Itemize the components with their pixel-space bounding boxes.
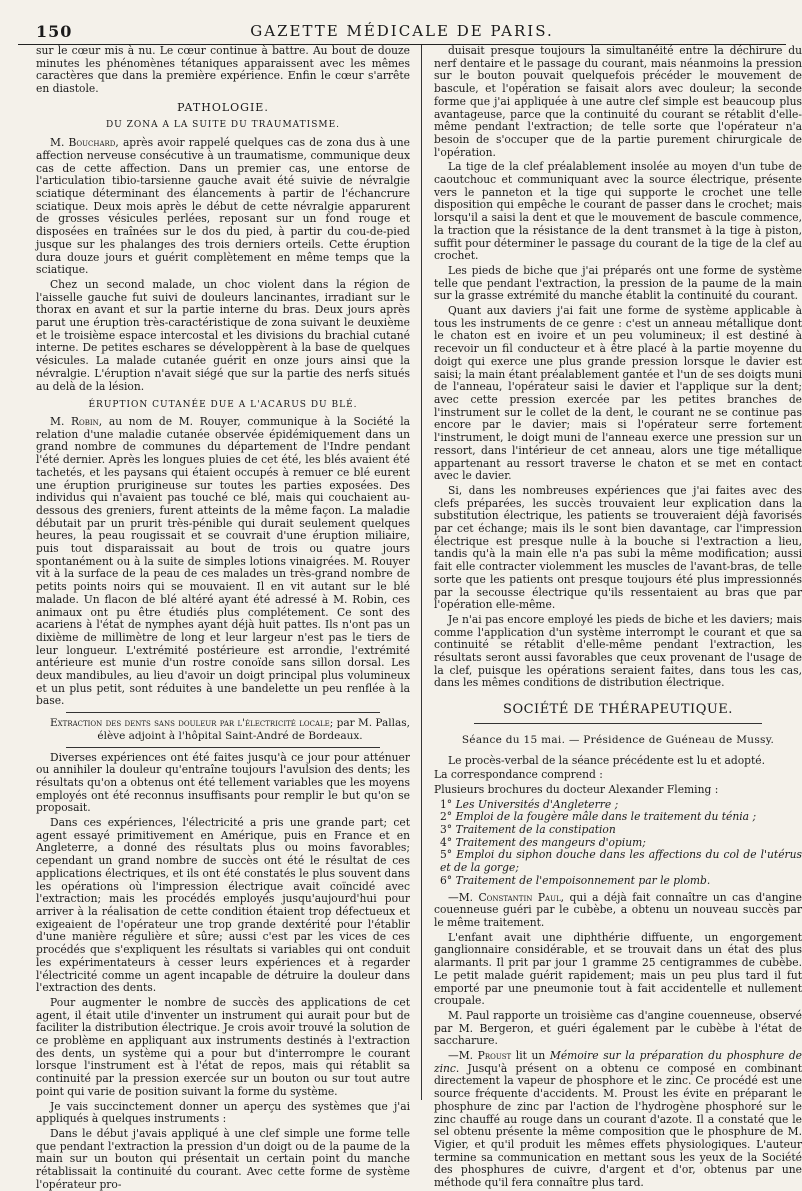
brochure-list: [440, 799, 802, 888]
paragraph-text: lit un: [515, 1049, 546, 1063]
paragraph: Pour augmenter le nombre de succès des applications de cet agent, il était utile d'inventer un instrument qui aurait pour but de faciliter la distribution électrique. Je crois avoir trouvé la solution de ce problème en appliquant aux instruments destinés à l'extraction des dents, un système qui a pour but d'interrompre le courant lorsque l'instrument est à l'état de repos, mais qui rétablit sa continuité par la pression exercée sur un bouton ou sur tout autre point qui varie de position suivant la forme du système.: [36, 995, 410, 1098]
paragraph: sur le cœur mis à nu. Le cœur continue à battre. Au bout de douze minutes les phénomènes tétaniques apparaissent avec les mêmes caractères que dans la première expérience. Enfin le cœur s'arrête en diastole.: [36, 44, 410, 96]
journal-title: GAZETTE MÉDICALE DE PARIS.: [250, 22, 554, 40]
paragraph: La tige de la clef préalablement insolée au moyen d'un tube de caoutchouc et communiquant avec la source électrique, présente vers le panneton et la tige qui supporte le crochet une telle disposition qui empêche le courant de passer dans le crochet; mais lorsqu'il a saisi la dent et que le mouvement de bascule commence, la traction que la résistance de la dent transmet à la tige à piston, suffit pour déterminer le passage du courant de la tige de la clef au crochet.: [434, 160, 802, 263]
section-title-pathologie: PATHOLOGIE.: [177, 100, 269, 114]
heading-author: ; par M. Pallas,: [329, 717, 410, 730]
author-name: —M. Constantin Paul,: [448, 890, 565, 904]
paragraph: M. Paul rapporte un troisième cas d'angine couenneuse, observé par M. Bergeron, et guéri également par le cubèbe à l'état de saccharure.: [434, 1008, 802, 1048]
paragraph-text: au nom de M. Rouyer, communique à la Société la relation d'une maladie cutanée observée épidémiquement dans un grand nombre de communes du département de l'Indre pendant l'été dernier. Après les longues pluies de cet été, les blés avaient été tachetés, et les paysans qui étaient occupés à remuer ce blé eurent une éruption prurigineuse sur toutes les parties exposées. Des individus qui n'avaient pas touché ce blé, mais qui couchaient au-dessous des greniers, furent atteints de la même façon. La maladie débutait par un prurit très-pénible qui durait seulement quelques heures, la peau rougissait et se couvrait d'une éruption miliaire, puis tout disparaissait au bout de trois ou quatre jours spontanément ou à la suite de simples lotions vinaigrées. M. Rouyer vit à la surface de la peau de ces malades un très-grand nombre de petits points noirs qui se mouvaient. Il en vit autant sur le blé malade. Un flacon de blé altéré ayant été adressé à M. Robin, ces animaux ont pu être étudiés plus complétement. Ce sont des acariens à l'état de nymphes ayant déjà huit pattes. Ils n'ont pas un dixième de millimètre de long et leur largeur n'est pas le tiers de leur longueur. L'extrémité postérieure est arrondie, l'extrémité antérieure est munie d'un rostre conoïde sans sillon dorsal. Les deux mandibules, au lieu d'avoir un doigt principal plus volumineux et un plus petit, sont réduites à une bandelette un peu renflée à la base.: [36, 414, 410, 708]
list-text: Traitement des mangeurs d'opium;: [455, 835, 646, 849]
paragraph: Dans ces expériences, l'électricité a pris une grande part; cet agent essayé primitivement en Amérique, puis en France et en Angleterre, a donné des résultats plus ou moins favorables; cependant un grand nombre de succès ont été le résultat de ces applications électriques, et ils ont été constatés le plus souvent dans les opérations où l'impression électrique avait coïncidé avec l'extraction; mais les procédés employés jusqu'aujourd'hui pour arriver à la réalisation de cette condition étaient trop défectueux et exigeaient de l'opérateur une trop grande dextérité pour l'établir d'une manière régulière et sûre; aussi c'est par les vices de ces procédés que s'expliquent les résultats si variables qui ont conduit les expérimentateurs à cesser leurs expériences et à regarder l'électricité comme un agent incapable de détruire la douleur dans l'extraction des dents.: [36, 816, 410, 995]
divider: [474, 723, 762, 724]
memoir-title: Mémoire sur la préparation du phosphure de zinc.: [434, 1049, 802, 1075]
columns: [18, 44, 802, 1191]
paragraph: Plusieurs brochures du docteur Alexander Fleming :: [434, 782, 719, 796]
paragraph: Quant aux daviers j'ai fait une forme de système applicable à tous les instruments de ce genre : c'est un anneau métallique dont le chaton est en ivoire et un peu volumineux; il est destiné à recevoir un fil conducteur et à être placé à la partie moyenne du doigt qui exerce une plus grande pression lorsque le davier est saisi; la main étant préalablement gantée et l'un de ses doigts muni de l'anneau, l'opérateur saisi le davier et l'applique sur la dent; avec cette pression exercée par les petites branches de l'instrument sur le collet de la dent, le courant ne se continue pas encore par le davier; mais si l'opérateur serre fortement l'instrument, le doigt muni de l'anneau exerce une pression sur un ressort, dans l'intérieur de cet anneau, alors une tige métallique appartenant au ressort traverse le chaton et se met en contact avec le davier.: [434, 304, 802, 483]
paragraph: L'enfant avait une diphthérie diffuente, un engorgement ganglionnaire considérable, et se trouvait dans un état des plus alarmants. Il prit par jour 1 gramme 25 centigrammes de cubèbe. Le petit malade guérit rapidement; mais un peu plus tard il fut emporté par une pneumonie tout à fait accidentelle et nullement croupale.: [434, 930, 802, 1008]
list-text: Emploi de la fougère mâle dans le traitement du ténia ;: [455, 810, 757, 824]
heading-affiliation: élève adjoint à l'hôpital Saint-André de Bordeaux.: [97, 729, 363, 742]
paragraph-text: Jusqu'à présent on a obtenu ce composé en combinant directement la vapeur de phosphore et le zinc. Ce procédé est une source fréquente d'accidents. M. Proust les évite en préparant le phosphure de zinc par l'action de l'hydrogène phosphoré sur le zinc chauffé au rouge dans un courant d'azote. Il a constaté que le sel obtenu présente la même composition que le phosphure de M. Vigier, et qu'il produit les mêmes effets physiologiques. L'auteur termine sa communication en mettant sous les yeux de la Société des phosphures de cuivre, d'argent et d'or, obtenus par une méthode qu'il fera connaître plus tard.: [434, 1061, 802, 1190]
divider: [66, 747, 380, 748]
author-name: M. Robin,: [50, 414, 103, 428]
paragraph: Diverses expériences ont été faites jusqu'à ce jour pour atténuer ou annihiler la douleur qu'entraîne toujours l'avulsion des dents; les résultats qu'on a obtenus ont été tellement variables que les moyens employés ont été reconnus insuffisants pour remplir le but qu'on se proposait.: [36, 750, 410, 815]
list-number: 4°: [440, 835, 453, 849]
paragraph-text: qui a déjà fait connaître un cas d'angine couenneuse guéri par le cubèbe, a obtenu un nouveau succès par le même traitement.: [434, 890, 802, 929]
paragraph-paul: [434, 892, 802, 930]
paragraph: duisait presque toujours la simultanéité entre la déchirure du nerf dentaire et le passage du courant, mais néanmoins la pression sur le bouton pouvait quelquefois précéder le mouvement de bascule, et l'opération se faisait alors avec douleur; la seconde forme que j'ai appliquée à une autre clef simple est beaucoup plus avantageuse, parce que la continuité du courant se rétablit d'elle-même pendant l'extraction; de telle sorte que l'opérateur n'a besoin de s'occuper que de la partie purement chirurgicale de l'opération.: [434, 44, 802, 159]
paragraph: Je vais succinctement donner un aperçu des systèmes que j'ai appliqués à quelques instruments :: [36, 1099, 410, 1126]
paragraph-proust: [434, 1050, 802, 1190]
list-text: Les Universités d'Angleterre ;: [455, 797, 619, 811]
paragraph: Si, dans les nombreuses expériences que j'ai faites avec des clefs préparées, les succès trouvaient leur explication dans la substitution électrique, les patients se trouveraient déjà favorisés par cet échange; mais ils le sont bien davantage, car l'impression électrique est presque nulle à la bouche si l'extraction a lieu, tandis qu'à la main elle n'a pas subi la même modification; aussi fait elle contracter violemment les muscles de l'avant-bras, de telle sorte que les patients ont presque toujours été plus impressionnés par la secousse électrique qu'ils ressentaient au bras que par l'opération elle-même.: [434, 483, 802, 612]
author-name: —M. Proust: [448, 1049, 512, 1063]
section-title-societe: SOCIÉTÉ DE THÉRAPEUTIQUE.: [503, 702, 733, 718]
column-rule: [421, 45, 422, 1100]
list-text: Traitement de l'empoisonnement par le plomb.: [455, 873, 711, 887]
section-subtitle-eruption: ÉRUPTION CUTANÉE DUE A L'ACARUS DU BLÉ.: [88, 400, 358, 411]
paragraph: Je n'ai pas encore employé les pieds de biche et les daviers; mais comme l'application d'un système interrompt le courant et que sa continuité se rétablit d'elle-même pendant l'extraction, les résultats seront aussi favorables que ceux provenant de l'usage de la clef, puisque les opérations seraient faites, dans tous les cas, dans les mêmes conditions de distribution électrique.: [434, 612, 802, 690]
paragraph: Le procès-verbal de la séance précédente est lu et adopté.: [448, 753, 766, 767]
masthead: [18, 18, 786, 45]
list-number: 1°: [440, 797, 453, 811]
list-number: 3°: [440, 823, 453, 837]
list-number: 2°: [440, 810, 453, 824]
paragraph: Chez un second malade, un choc violent dans la région de l'aisselle gauche fut suivi de douleurs lancinantes, irradiant sur le thorax en avant et sur la partie interne du bras. Deux jours après parut une éruption très-caractéristique de zona suivant le deuxième et le troisième espace intercostal et les divisions du brachial cutané interne. De petites eschares se développèrent à la base de quelques vésicules. La malade cutanée guérit en onze jours ainsi que la névralgie. L'éruption n'avait siégé que sur la partie des nerfs situés au delà de la lésion.: [36, 277, 410, 393]
list-item: [440, 849, 802, 874]
article-heading-extraction: [36, 717, 410, 742]
paragraph-robin: [36, 416, 410, 708]
list-number: 5°: [440, 848, 453, 862]
paragraph: Les pieds de biche que j'ai préparés ont une forme de système telle que pendant l'extraction, la pression de la paume de la main sur la grasse extrémité du manche établit la continuité du courant.: [434, 263, 802, 303]
author-name: M. Bouchard,: [50, 136, 119, 150]
list-number: 6°: [440, 873, 453, 887]
paragraph: La correspondance comprend :: [434, 768, 603, 782]
paragraph: Dans le début j'avais appliqué à une clef simple une forme telle que pendant l'extraction la pression d'un doigt ou de la paume de la main sur un bouton qui présentait un certain point du manche rétablissait la continuité du courant. Avec cette forme de système l'opérateur pro-: [36, 1126, 410, 1191]
paragraph-bouchard: [36, 137, 410, 277]
paragraph-text: après avoir rappelé quelques cas de zona dus à une affection nerveuse consécutive à un traumatisme, communique deux cas de cette affection. Dans un premier cas, une entorse de l'articulation tibio-tarsienne gauche avait été suivie de névralgie sciatique déterminant des élancements à partir de l'échancrure sciatique. Deux mois après le début de cette névralgie apparurent de grosses vésicules perlées, reposant sur un fond rouge et disposées en traînées sur le dos du pied, à partir du cou-de-pied jusque sur les phalanges des trois derniers orteils. Cette éruption dura douze jours et guérit complètement en même temps que la sciatique.: [36, 136, 410, 277]
list-item: [440, 875, 802, 888]
page-number: 150: [36, 22, 73, 41]
list-text: Traitement de la constipation: [455, 823, 616, 837]
seance-line: Séance du 15 mai. — Présidence de Guéneau de Mussy.: [461, 733, 775, 746]
left-column: [36, 44, 410, 1191]
list-text: Emploi du siphon douche dans les affections du col de l'utérus et de la gorge;: [440, 848, 802, 875]
section-subtitle-zona: DU ZONA A LA SUITE DU TRAUMATISME.: [105, 119, 341, 130]
divider: [66, 712, 380, 713]
right-column: [434, 44, 802, 1190]
heading-text: Extraction des dents sans douleur par l'électricité locale: [50, 717, 330, 730]
